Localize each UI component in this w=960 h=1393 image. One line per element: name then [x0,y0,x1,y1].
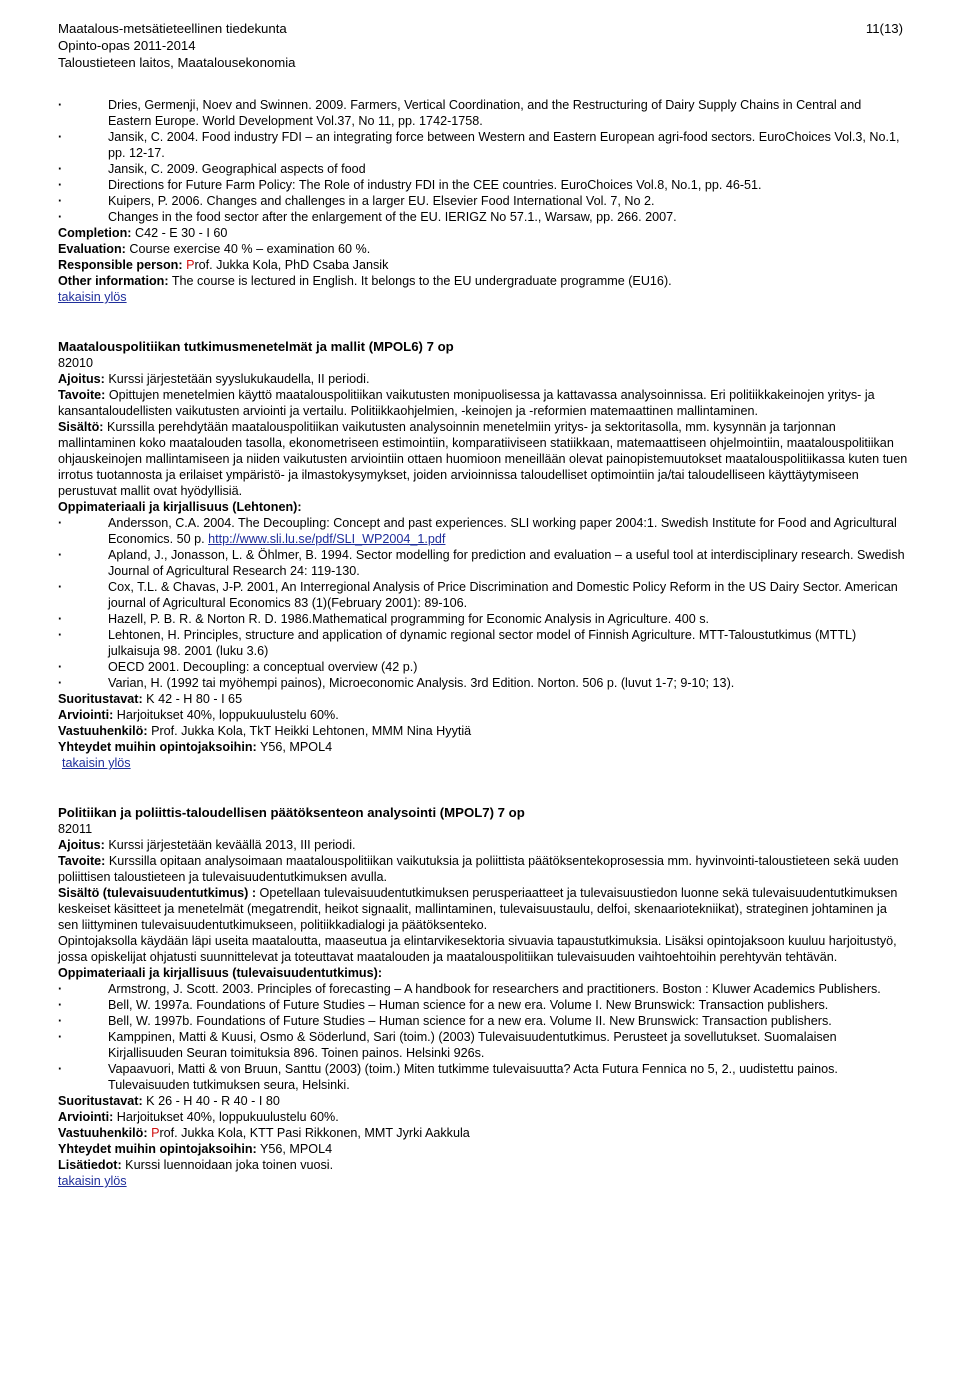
back-to-top-link[interactable]: takaisin ylös [58,1174,127,1188]
list-item: · Jansik, C. 2009. Geographical aspects of food [58,161,908,177]
timing-label: Ajoitus: [58,838,105,852]
responsible-line [58,723,908,739]
page-number: 11(13) [865,21,903,36]
list-item: · Cox, T.L. & Chavas, J-P. 2001, An Interregional Analysis of Price Discrimination and Domestic Policy Reform in the US Dairy Sector. American journal of Agricultural Economics 83 (1)(February 2001): 89-106. [58,579,908,611]
faculty-name: Maatalous-metsätieteellinen tiedekunta [58,21,287,36]
goal-value: Opittujen menetelmien käyttö maatalouspolitiikan vaikutusten monipuolisessa ja kattavassa analysoinnissa. Eri politiikkakeinojen yritys- ja kansantaloudellisten vaikutusten arviointi ja vertailu. Politiikkaohjelmien, -keinojen ja -reformien matemaattinen mallintaminen. [58,388,875,418]
assessment-value: Harjoitukset 40%, loppukuulustelu 60%. [113,708,339,722]
goal-paragraph [58,853,908,885]
reference-list [58,97,908,225]
responsible-initial: P [186,258,195,272]
list-item: · Bell, W. 1997a. Foundations of Future Studies – Human science for a new era. Volume I. New Brunswick: Transaction publishers. [58,997,908,1013]
back-to-top-link[interactable]: takaisin ylös [58,290,127,304]
department-name: Taloustieteen laitos, Maatalousekonomia [58,55,296,70]
goal-value: Kurssilla opitaan analysoimaan maatalouspolitiikan vaikutuksia ja poliittista päätöksentekoprosessia mm. hyvinvointi-taloustieteen sekä uuden poliittisen taloustieteen ja tulevaisuudentutkimuksen avulla. [58,854,899,884]
list-item: · OECD 2001. Decoupling: a conceptual overview (42 p.) [58,659,908,675]
materials-heading: Oppimateriaali ja kirjallisuus (tulevaisuudentutkimus): [58,966,383,980]
related-courses-value: Y56, MPOL4 [256,740,333,754]
list-item: · Dries, Germenji, Noev and Swinnen. 2009. Farmers, Vertical Coordination, and the Restructuring of Dairy Supply Chains in Central and Eastern Europe. World Development Vol.37, No 11, pp. 1742-1758. [58,97,908,129]
related-courses-label: Yhteydet muihin opintojaksoihin: [58,740,257,754]
section-gap [58,305,908,339]
goal-paragraph [58,387,908,419]
other-info-value: The course is lectured in English. It belongs to the EU undergraduate programme (EU16). [168,274,672,288]
list-item: · Jansik, C. 2004. Food industry FDI – an integrating force between Western and Eastern European agri-food sectors. EuroChoices Vol.3, No.1, pp. 12-17. [58,129,908,161]
assessment-label: Arviointi: [58,708,114,722]
content-paragraph [58,419,908,499]
course-title: Maatalouspolitiikan tutkimusmenetelmät ja mallit (MPOL6) 7 op [58,339,454,354]
course-code: 82011 [58,822,93,836]
responsible-label: Responsible person: [58,258,187,272]
goal-label: Tavoite: [58,854,106,868]
reference-list [58,515,908,691]
extra-info-label: Lisätiedot: [58,1158,122,1172]
other-info-label: Other information: [58,274,169,288]
methods-line [58,691,908,707]
assessment-label: Arviointi: [58,1110,114,1124]
timing-line [58,837,908,853]
content-value: Opetellaan tulevaisuudentutkimuksen perusperiaatteet ja tulevaisuustiedon luonne sekä tulevaisuudentutkimuksen keskeiset käsitteet ja menetelmät (megatrendit, heikot signaalit, mallintaminen, tulevaisuustaulu, delfoi, skenaariotekniikat), strateginen johtaminen ja sen liittyminen tulevaisuudentutkimukseen, politiikkadialogi ja päätöksenteko. [58,886,898,932]
methods-label: Suoritustavat: [58,692,143,706]
completion-line [58,225,908,241]
materials-heading: Oppimateriaali ja kirjallisuus (Lehtonen): [58,500,302,514]
evaluation-label: Evaluation: [58,242,126,256]
list-item: · Andersson, C.A. 2004. The Decoupling: Concept and past experiences. SLI working paper 2004:1. Swedish Institute for Food and Agricultural Economics. 50 p. http://www.sli.lu.se/pdf/SLI_WP2004_1.pdf [58,515,908,547]
completion-label: Completion: [58,226,132,240]
list-item: · Lehtonen, H. Principles, structure and application of dynamic regional sector model of Finnish Agriculture. MTT-Taloustutkimus (MTTL) julkaisuja 98. 2001 (luku 3.6) [58,627,908,659]
completion-value: C42 - E 30 - I 60 [131,226,228,240]
assessment-line [58,1109,908,1125]
assessment-value: Harjoitukset 40%, loppukuulustelu 60%. [113,1110,339,1124]
document-body [58,97,908,1189]
methods-value: K 42 - H 80 - I 65 [142,692,243,706]
list-item: · Kamppinen, Matti & Kuusi, Osmo & Söderlund, Sari (toim.) (2003) Tulevaisuudentutkimus. Perusteet ja sovellutukset. Suomalaisen Kirjallisuuden Seuran toimituksia 896. Toinen painos. Helsinki 926s. [58,1029,908,1061]
list-item: · Changes in the food sector after the enlargement of the EU. IERIGZ No 57.1., Warsaw, pp. 266. 2007. [58,209,908,225]
methods-line [58,1093,908,1109]
evaluation-value: Course exercise 40 % – examination 60 %. [125,242,371,256]
responsible-value: Prof. Jukka Kola, TkT Heikki Lehtonen, MMM Nina Hyytiä [147,724,472,738]
list-item: · Apland, J., Jonasson, L. & Öhlmer, B. 1994. Sector modelling for prediction and evaluation – a useful tool at interdisciplinary research. Swedish Journal of Agricultural Research 24: 119-130. [58,547,908,579]
list-item: · Hazell, P. B. R. & Norton R. D. 1986.Mathematical programming for Economic Analysis in Agriculture. 400 s. [58,611,908,627]
content-paragraph [58,885,908,933]
timing-label: Ajoitus: [58,372,105,386]
timing-value: Kurssi järjestetään syyslukukaudella, II periodi. [104,372,370,386]
section-gap [58,771,908,805]
content-value: Kurssilla perehdytään maatalouspolitiikan vaikutusten analysoinnin menetelmiin yritys- ja sektoritasolla, mm. kysynnän ja tarjonnan mallintaminen koko maatalouden tasolla, ekonometriseen estimointiin, komparatiiviseen statiikkaan, matemaattiseen ohjelmointiin, maatalouspolitiikan ohjauskeinojen mallintamiseen ja niiden vaikutusten arviointiin ottaen huomioon meneillään olevat painopistemuutokset maatalouspolitiikassa kuten tuen irrotus tuotannosta ja erilaiset ympäristö- ja ilmastokysymykset, joiden arvioinnissa taloudelliset optimointiin ja/tai taloudelliseen käyttäytymiseen perustuvat mallit ovat hyödyllisiä. [58,420,908,498]
back-to-top-link[interactable]: takaisin ylös [62,756,131,770]
methods-label: Suoritustavat: [58,1094,143,1108]
content-label: Sisältö (tulevaisuudentutkimus) : [58,886,257,900]
extra-info-value: Kurssi luennoidaan joka toinen vuosi. [121,1158,334,1172]
timing-line [58,371,908,387]
related-courses-value: Y56, MPOL4 [256,1142,333,1156]
reference-list [58,981,908,1093]
content-label: Sisältö: [58,420,104,434]
responsible-line [58,257,908,273]
course-title: Politiikan ja poliittis-taloudellisen päätöksenteon analysointi (MPOL7) 7 op [58,805,525,820]
list-item: · Varian, H. (1992 tai myöhempi painos), Microeconomic Analysis. 3rd Edition. Norton. 506 p. (luvut 1-7; 9-10; 13). [58,675,908,691]
guide-title: Opinto-opas 2011-2014 [58,38,196,53]
related-courses-line [58,739,908,755]
content-extra-paragraph: Opintojaksolla käydään läpi useita maataloutta, maaseutua ja elintarvikesektoria sivuavia tapaustutkimuksia. Lisäksi opintojaksoon kuuluu harjoitustyö, jossa opiskelijat ohjatusti suunnittelevat ja toteuttavat maatalouden ja maatalouspolitiikan tulevaisuuden vaihtoehtoihin perehtyvän tehtävän. [58,934,897,964]
goal-label: Tavoite: [58,388,106,402]
extra-info-line [58,1157,908,1173]
list-item: · Vapaavuori, Matti & von Bruun, Santtu (2003) (toim.) Miten tutkimme tulevaisuutta? Acta Futura Fennica no 5, 2., uudistettu painos. Tulevaisuuden tutkimuksen seura, Helsinki. [58,1061,908,1093]
responsible-initial: P [151,1126,160,1140]
responsible-line [58,1125,908,1141]
responsible-label: Vastuuhenkilö: [58,1126,152,1140]
list-item: · Directions for Future Farm Policy: The Role of industry FDI in the CEE countries. EuroChoices Vol.8, No.1, pp. 46-51. [58,177,908,193]
responsible-value: rof. Jukka Kola, KTT Pasi Rikkonen, MMT Jyrki Aakkula [159,1126,470,1140]
course-code: 82010 [58,356,94,370]
list-item: · Kuipers, P. 2006. Changes and challenges in a larger EU. Elsevier Food International Vol. 7, No 2. [58,193,908,209]
responsible-value: rof. Jukka Kola, PhD Csaba Jansik [194,258,389,272]
related-courses-label: Yhteydet muihin opintojaksoihin: [58,1142,257,1156]
methods-value: K 26 - H 40 - R 40 - I 80 [142,1094,280,1108]
list-item: · Bell, W. 1997b. Foundations of Future Studies – Human science for a new era. Volume II. New Brunswick: Transaction publishers. [58,1013,908,1029]
timing-value: Kurssi järjestetään keväällä 2013, III periodi. [104,838,356,852]
responsible-label: Vastuuhenkilö: [58,724,148,738]
list-item: · Armstrong, J. Scott. 2003. Principles of forecasting – A handbook for researchers and practitioners. Boston : Kluwer Academics Publishers. [58,981,908,997]
sli-pdf-link[interactable]: http://www.sli.lu.se/pdf/SLI_WP2004_1.pdf [208,532,446,546]
related-courses-line [58,1141,908,1157]
assessment-line [58,707,908,723]
evaluation-line [58,241,908,257]
other-info-line [58,273,908,289]
page-header [58,20,903,71]
